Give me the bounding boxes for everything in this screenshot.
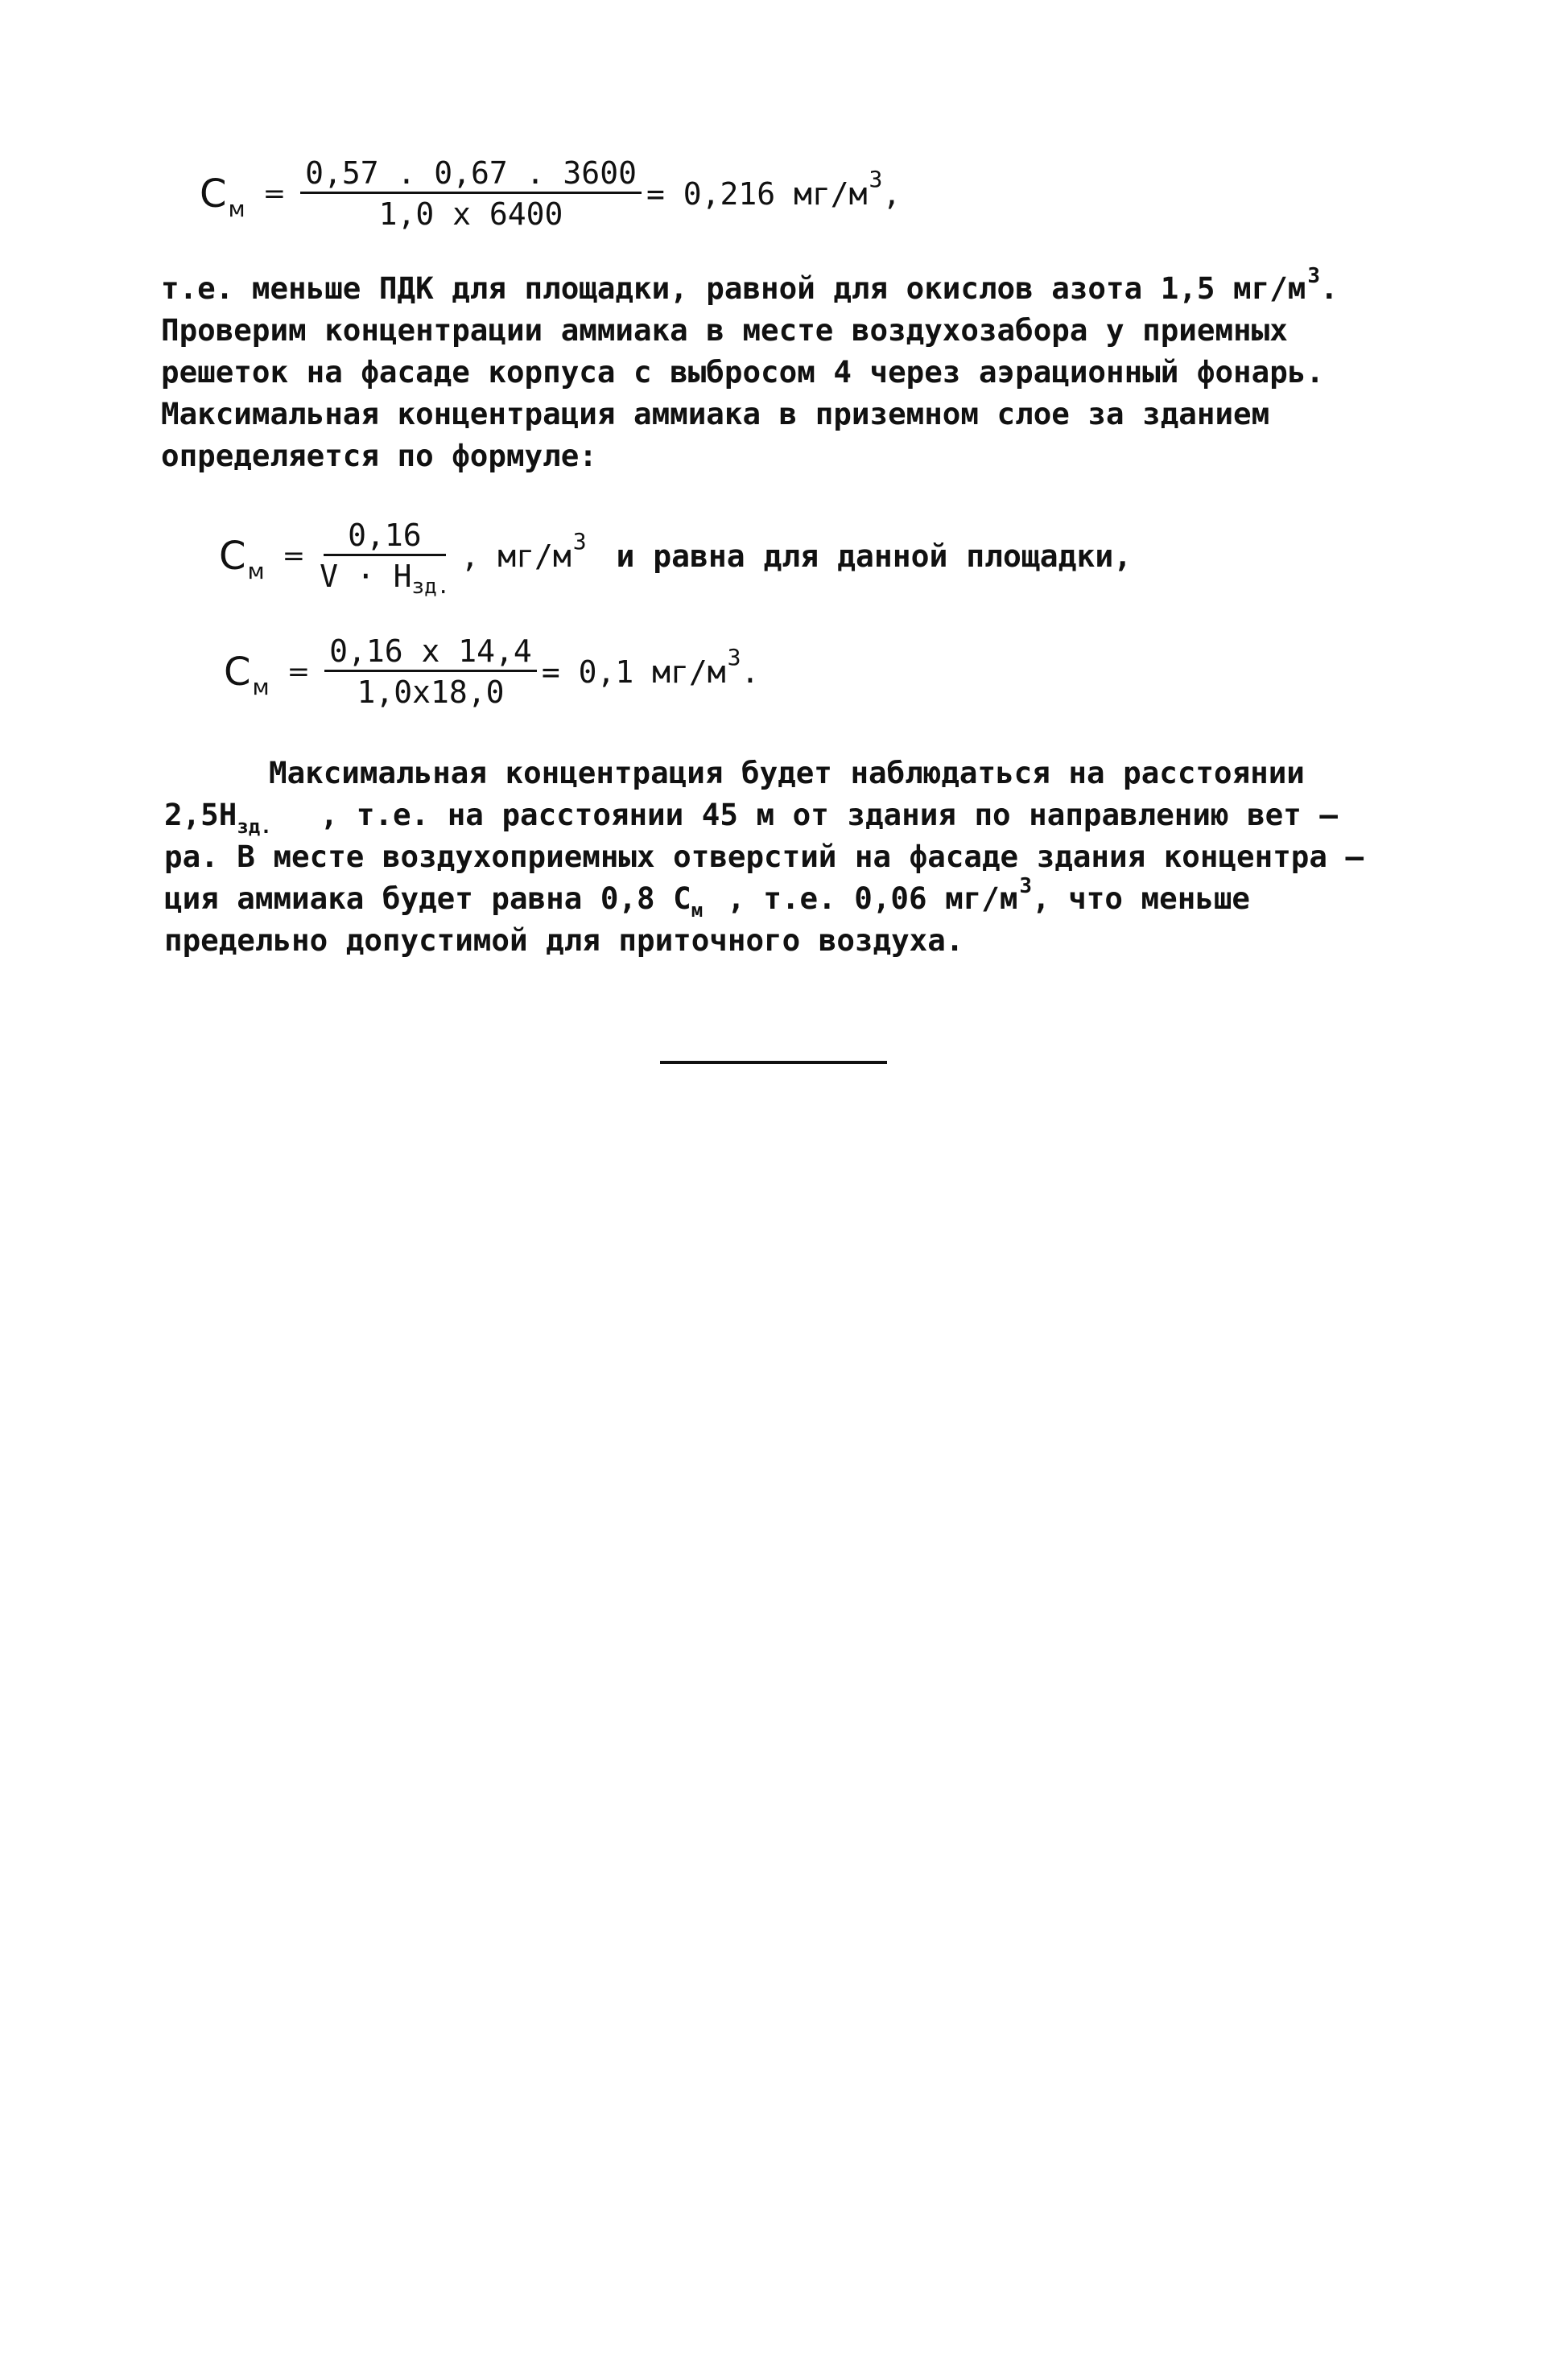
symbol-c: C: [200, 171, 227, 217]
text-run: Максимальная концентрация аммиака в приземном слое за зданием: [161, 396, 1270, 431]
formula-cm-definition: [219, 518, 1133, 599]
punctuation: .: [1320, 270, 1339, 306]
text-run: Максимальная концентрация будет наблюдаться на расстоянии: [269, 755, 1305, 790]
formula-lhs: [200, 171, 246, 222]
paragraph1-line4: [161, 396, 1270, 431]
paragraph2-line3: [164, 839, 1364, 874]
fraction-numerator: 0,16 x 14,4: [324, 636, 537, 672]
text-run: 2,5H: [164, 797, 237, 832]
superscript: 3: [1307, 264, 1321, 288]
fraction-denominator: [320, 556, 450, 599]
paragraph1-line3: [161, 354, 1324, 390]
paragraph2-line5: [164, 922, 964, 958]
result-punctuation: ,: [882, 175, 902, 212]
text-run: , что меньше: [1032, 881, 1251, 916]
text-run: определяется по формуле:: [161, 438, 597, 473]
paragraph1-line1: [161, 264, 1339, 306]
fraction-numerator: 0,57 . 0,67 . 3600: [300, 158, 642, 194]
text-run: решеток на фасаде корпуса с выбросом 4 через аэрационный фонарь.: [161, 354, 1324, 390]
text-run: Проверим концентрации аммиака в месте воздухозабора у приемных: [161, 312, 1288, 348]
paragraph2-line4: [164, 874, 1251, 922]
fraction: [320, 518, 450, 599]
text-run: ра. В месте воздухоприемных отверстий на фасаде здания концентра –: [164, 839, 1364, 874]
result-value: = 0,1 мг/м: [541, 654, 726, 690]
superscript: 3: [1019, 874, 1033, 898]
units-superscript: 3: [572, 527, 587, 555]
symbol-subscript: м: [228, 195, 246, 222]
formula-result: [541, 643, 760, 690]
formula-cm-result-2: [224, 633, 760, 710]
trailing-text: и равна для данной площадки,: [616, 538, 1133, 574]
symbol-c: C: [219, 533, 246, 579]
fraction: [300, 155, 642, 232]
formula-result: [646, 165, 902, 212]
result-value: = 0,216 мг/м: [646, 175, 868, 212]
result-punctuation: .: [741, 654, 760, 690]
text-run: , т.е. 0,06 мг/м: [727, 881, 1018, 916]
symbol-subscript: м: [252, 673, 270, 700]
formula-lhs: [219, 533, 265, 584]
symbol-subscript: м: [247, 557, 265, 584]
paragraph2-line1: [269, 755, 1305, 790]
result-superscript: 3: [727, 643, 741, 670]
formula-cm-result-1: [200, 155, 902, 232]
paragraph2-line2: [164, 797, 1338, 838]
equals-sign: =: [262, 177, 287, 210]
text-run: ция аммиака будет равна 0,8 С: [164, 881, 691, 916]
result-superscript: 3: [869, 165, 883, 192]
equals-sign: =: [282, 539, 306, 572]
formula-tail: [460, 527, 1133, 574]
section-divider: [660, 1061, 887, 1064]
text-run: , т.е. на расстоянии 45 м от здания по направлению вет –: [320, 797, 1338, 832]
text-run: предельно допустимой для приточного воздуха.: [164, 922, 964, 958]
subscript: зд.: [237, 815, 272, 838]
symbol-c: C: [224, 649, 251, 695]
formula-lhs: [224, 649, 270, 700]
fraction-denominator: 1,0 x 6400: [378, 196, 563, 232]
paragraph1-line2: [161, 312, 1288, 348]
fraction-numerator: 0,16: [324, 520, 446, 556]
denominator-subscript: зд.: [411, 575, 450, 599]
denominator-text: V · H: [320, 559, 412, 594]
text-run: т.е. меньше ПДК для площадки, равной для окислов азота 1,5 мг/м: [161, 270, 1306, 306]
fraction-denominator: 1,0x18,0: [357, 674, 505, 710]
subscript: м: [691, 899, 704, 922]
units: , мг/м: [460, 538, 571, 574]
equals-sign: =: [287, 655, 311, 688]
fraction: [324, 633, 537, 710]
paragraph1-line5: [161, 438, 597, 473]
